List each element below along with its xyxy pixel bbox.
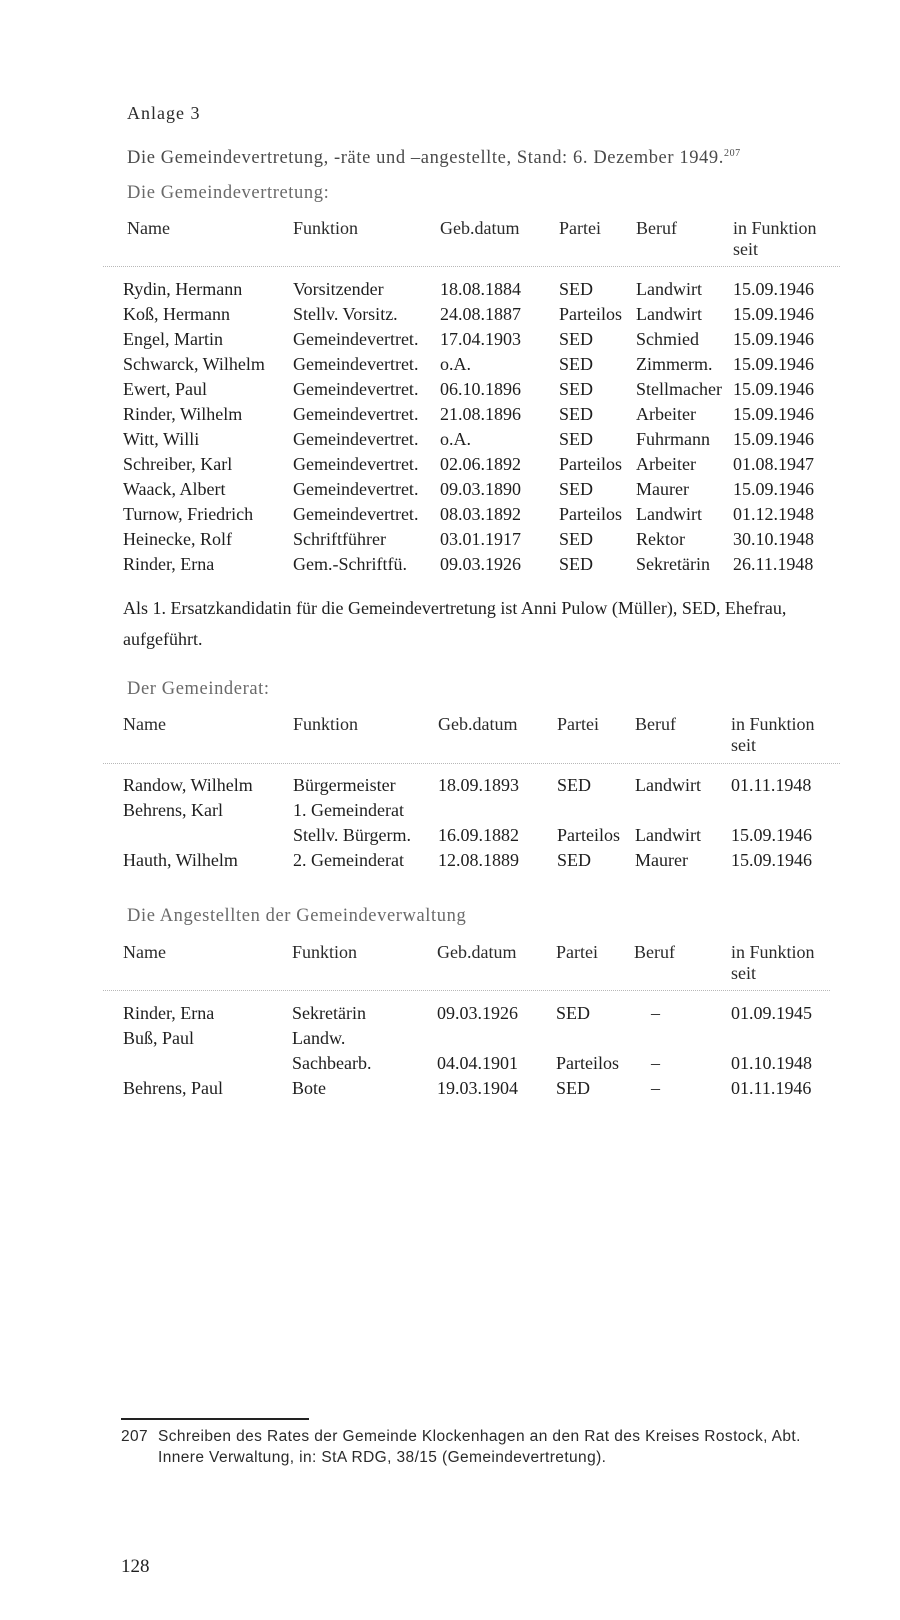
table-row: [0, 504, 900, 529]
table-row: [0, 304, 900, 329]
cell-funktion: Schriftführer: [293, 529, 386, 549]
cell-beruf: Rektor: [636, 529, 685, 549]
cell-gebdatum: 09.03.1926: [440, 554, 521, 574]
cell-name: Behrens, Paul: [123, 1078, 223, 1098]
cell-gebdatum: 09.03.1890: [440, 479, 521, 499]
col-header-gebdatum: Geb.datum: [440, 218, 520, 238]
cell-beruf: Schmied: [636, 329, 699, 349]
col-header-beruf: Beruf: [636, 218, 677, 238]
cell-gebdatum: 21.08.1896: [440, 404, 521, 424]
cell-name: Witt, Willi: [123, 429, 200, 449]
cell-partei: SED: [559, 529, 594, 549]
cell-in-funktion-seit: 01.11.1948: [731, 775, 812, 795]
table-row: [0, 1078, 900, 1103]
cell-in-funktion-seit: 01.10.1948: [731, 1053, 812, 1073]
cell-partei: SED: [559, 479, 594, 499]
col-header-name: Name: [123, 942, 166, 962]
cell-gebdatum: 18.09.1893: [438, 775, 519, 795]
table-row: [0, 1053, 900, 1078]
cell-partei: Parteilos: [559, 504, 622, 524]
col-header-in-funktion-line1: in Funktion: [733, 218, 817, 238]
cell-beruf: Landwirt: [635, 825, 701, 845]
col-header-in-funktion: [731, 942, 815, 984]
cell-name: Engel, Martin: [123, 329, 223, 349]
col-header-partei: Partei: [556, 942, 598, 962]
cell-name: Koß, Hermann: [123, 304, 230, 324]
cell-name: Schwarck, Wilhelm: [123, 354, 265, 374]
cell-beruf: Landwirt: [636, 304, 702, 324]
cell-in-funktion-seit: 01.08.1947: [733, 454, 814, 474]
col-header-in-funktion: [731, 714, 815, 756]
cell-gebdatum: o.A.: [440, 354, 471, 374]
col-header-beruf: Beruf: [635, 714, 676, 734]
cell-name: Rydin, Hermann: [123, 279, 243, 299]
cell-partei: SED: [557, 775, 592, 795]
cell-beruf: Fuhrmann: [636, 429, 710, 449]
cell-gebdatum: 03.01.1917: [440, 529, 521, 549]
cell-gebdatum: 09.03.1926: [437, 1003, 518, 1023]
cell-funktion: Gemeindevertret.: [293, 404, 419, 424]
cell-in-funktion-seit: 15.09.1946: [731, 825, 812, 845]
cell-gebdatum: 04.04.1901: [437, 1053, 518, 1073]
cell-name: Heinecke, Rolf: [123, 529, 232, 549]
cell-gebdatum: 16.09.1882: [438, 825, 519, 845]
cell-gebdatum: 24.08.1887: [440, 304, 521, 324]
col-header-in-funktion-line2: seit: [731, 735, 756, 755]
cell-funktion: 2. Gemeinderat: [293, 850, 404, 870]
cell-beruf: –: [651, 1003, 660, 1023]
table-row: [0, 404, 900, 429]
col-header-in-funktion: [733, 218, 817, 260]
cell-gebdatum: 02.06.1892: [440, 454, 521, 474]
cell-funktion: Gemeindevertret.: [293, 379, 419, 399]
footnote-ref: 207: [723, 148, 741, 159]
cell-funktion: 1. Gemeinderat: [293, 800, 404, 820]
section-title-gemeindevertretung: Die Gemeindevertretung:: [127, 183, 330, 203]
table-row: [0, 1003, 900, 1028]
table-row: [0, 454, 900, 479]
cell-name: Schreiber, Karl: [123, 454, 233, 474]
cell-beruf: –: [651, 1053, 660, 1073]
cell-gebdatum: 12.08.1889: [438, 850, 519, 870]
cell-funktion: Bote: [292, 1078, 326, 1098]
cell-partei: Parteilos: [556, 1053, 619, 1073]
cell-partei: SED: [559, 429, 594, 449]
cell-name: Waack, Albert: [123, 479, 226, 499]
cell-name: Rinder, Erna: [123, 1003, 215, 1023]
cell-funktion: Gemeindevertret.: [293, 504, 419, 524]
table-row: [0, 850, 900, 875]
col-header-beruf: Beruf: [634, 942, 675, 962]
col-header-partei: Partei: [559, 218, 601, 238]
cell-name: Rinder, Wilhelm: [123, 404, 243, 424]
cell-funktion: Vorsitzender: [293, 279, 384, 299]
cell-in-funktion-seit: 15.09.1946: [733, 479, 814, 499]
cell-funktion: Sekretärin: [292, 1003, 366, 1023]
col-header-in-funktion-line1: in Funktion: [731, 714, 815, 734]
footnote-line-2: Innere Verwaltung, in: StA RDG, 38/15 (Gemeindevertretung).: [158, 1449, 607, 1466]
footnote: [121, 1426, 841, 1468]
cell-gebdatum: 08.03.1892: [440, 504, 521, 524]
cell-in-funktion-seit: 15.09.1946: [733, 379, 814, 399]
table-row: [0, 279, 900, 304]
cell-name: Rinder, Erna: [123, 554, 215, 574]
table-row: [0, 800, 900, 825]
cell-beruf: Landwirt: [636, 279, 702, 299]
col-header-funktion: Funktion: [292, 942, 358, 962]
cell-in-funktion-seit: 30.10.1948: [733, 529, 814, 549]
cell-gebdatum: 17.04.1903: [440, 329, 521, 349]
cell-beruf: –: [651, 1078, 660, 1098]
cell-funktion: Sachbearb.: [292, 1053, 372, 1073]
cell-funktion: Gem.-Schriftfü.: [293, 554, 407, 574]
cell-funktion: Stellv. Bürgerm.: [293, 825, 411, 845]
table-row: [0, 554, 900, 579]
col-header-gebdatum: Geb.datum: [437, 942, 517, 962]
cell-funktion: Gemeindevertret.: [293, 329, 419, 349]
col-header-funktion: Funktion: [293, 218, 359, 238]
table-divider: [103, 763, 840, 764]
cell-partei: SED: [559, 379, 594, 399]
table-row: [0, 529, 900, 554]
cell-in-funktion-seit: 01.09.1945: [731, 1003, 812, 1023]
table-divider: [103, 990, 830, 991]
col-header-gebdatum: Geb.datum: [438, 714, 518, 734]
cell-in-funktion-seit: 15.09.1946: [733, 329, 814, 349]
cell-funktion: Bürgermeister: [293, 775, 396, 795]
table-row: [0, 825, 900, 850]
cell-partei: SED: [559, 554, 594, 574]
cell-name: Randow, Wilhelm: [123, 775, 253, 795]
cell-beruf: Maurer: [635, 850, 688, 870]
cell-beruf: Landwirt: [636, 504, 702, 524]
table-row: [0, 429, 900, 454]
cell-in-funktion-seit: 01.11.1946: [731, 1078, 812, 1098]
cell-funktion: Gemeindevertret.: [293, 454, 419, 474]
cell-in-funktion-seit: 15.09.1946: [733, 279, 814, 299]
cell-partei: Parteilos: [559, 304, 622, 324]
cell-name: Hauth, Wilhelm: [123, 850, 238, 870]
cell-partei: SED: [556, 1078, 591, 1098]
table-row: [0, 775, 900, 800]
cell-partei: SED: [557, 850, 592, 870]
col-header-in-funktion-line2: seit: [731, 963, 756, 983]
cell-beruf: Sekretärin: [636, 554, 710, 574]
cell-beruf: Arbeiter: [636, 404, 696, 424]
col-header-in-funktion-line2: seit: [733, 239, 758, 259]
table-row: [0, 1028, 900, 1053]
cell-funktion: Landw.: [292, 1028, 346, 1048]
table-row: [0, 354, 900, 379]
cell-gebdatum: 18.08.1884: [440, 279, 521, 299]
cell-gebdatum: o.A.: [440, 429, 471, 449]
section-title-gemeinderat: Der Gemeinderat:: [127, 679, 270, 699]
table-row: [0, 329, 900, 354]
footnote-number: 207: [121, 1428, 149, 1445]
cell-name: Ewert, Paul: [123, 379, 207, 399]
cell-funktion: Gemeindevertret.: [293, 354, 419, 374]
document-title-text: Die Gemeindevertretung, -räte und –angestellte, Stand: 6. Dezember 1949.: [127, 148, 724, 169]
cell-beruf: Zimmerm.: [636, 354, 713, 374]
cell-in-funktion-seit: 01.12.1948: [733, 504, 814, 524]
substitute-note: Als 1. Ersatzkandidatin für die Gemeindevertretung ist Anni Pulow (Müller), SED, Ehefrau, aufgeführt.: [123, 598, 787, 649]
cell-funktion: Gemeindevertret.: [293, 479, 419, 499]
cell-gebdatum: 19.03.1904: [437, 1078, 518, 1098]
footnote-rule: [121, 1418, 309, 1420]
cell-partei: SED: [559, 279, 594, 299]
footnote-line-1: Schreiben des Rates der Gemeinde Klockenhagen an den Rat des Kreises Rostock, Abt.: [158, 1428, 801, 1445]
cell-name: Behrens, Karl: [123, 800, 223, 820]
cell-name: Turnow, Friedrich: [123, 504, 254, 524]
col-header-partei: Partei: [557, 714, 599, 734]
cell-partei: SED: [556, 1003, 591, 1023]
cell-beruf: Stellmacher: [636, 379, 722, 399]
col-header-name: Name: [127, 218, 170, 238]
cell-funktion: Stellv. Vorsitz.: [293, 304, 398, 324]
cell-beruf: Maurer: [636, 479, 689, 499]
cell-name: Buß, Paul: [123, 1028, 195, 1048]
table-row: [0, 379, 900, 404]
col-header-in-funktion-line1: in Funktion: [731, 942, 815, 962]
cell-beruf: Landwirt: [635, 775, 701, 795]
col-header-name: Name: [123, 714, 166, 734]
cell-in-funktion-seit: 15.09.1946: [733, 404, 814, 424]
cell-gebdatum: 06.10.1896: [440, 379, 521, 399]
cell-partei: SED: [559, 404, 594, 424]
appendix-label: Anlage 3: [127, 103, 201, 123]
col-header-funktion: Funktion: [293, 714, 359, 734]
table-row: [0, 479, 900, 504]
cell-partei: SED: [559, 354, 594, 374]
cell-in-funktion-seit: 15.09.1946: [733, 354, 814, 374]
cell-in-funktion-seit: 26.11.1948: [733, 554, 814, 574]
cell-partei: SED: [559, 329, 594, 349]
cell-beruf: Arbeiter: [636, 454, 696, 474]
page-number: 128: [121, 1556, 150, 1577]
section-title-angestellte: Die Angestellten der Gemeindeverwaltung: [127, 906, 467, 926]
cell-in-funktion-seit: 15.09.1946: [733, 429, 814, 449]
cell-in-funktion-seit: 15.09.1946: [731, 850, 812, 870]
cell-funktion: Gemeindevertret.: [293, 429, 419, 449]
table-divider: [103, 266, 840, 267]
cell-partei: Parteilos: [559, 454, 622, 474]
cell-in-funktion-seit: 15.09.1946: [733, 304, 814, 324]
document-title: [127, 148, 741, 169]
cell-partei: Parteilos: [557, 825, 620, 845]
